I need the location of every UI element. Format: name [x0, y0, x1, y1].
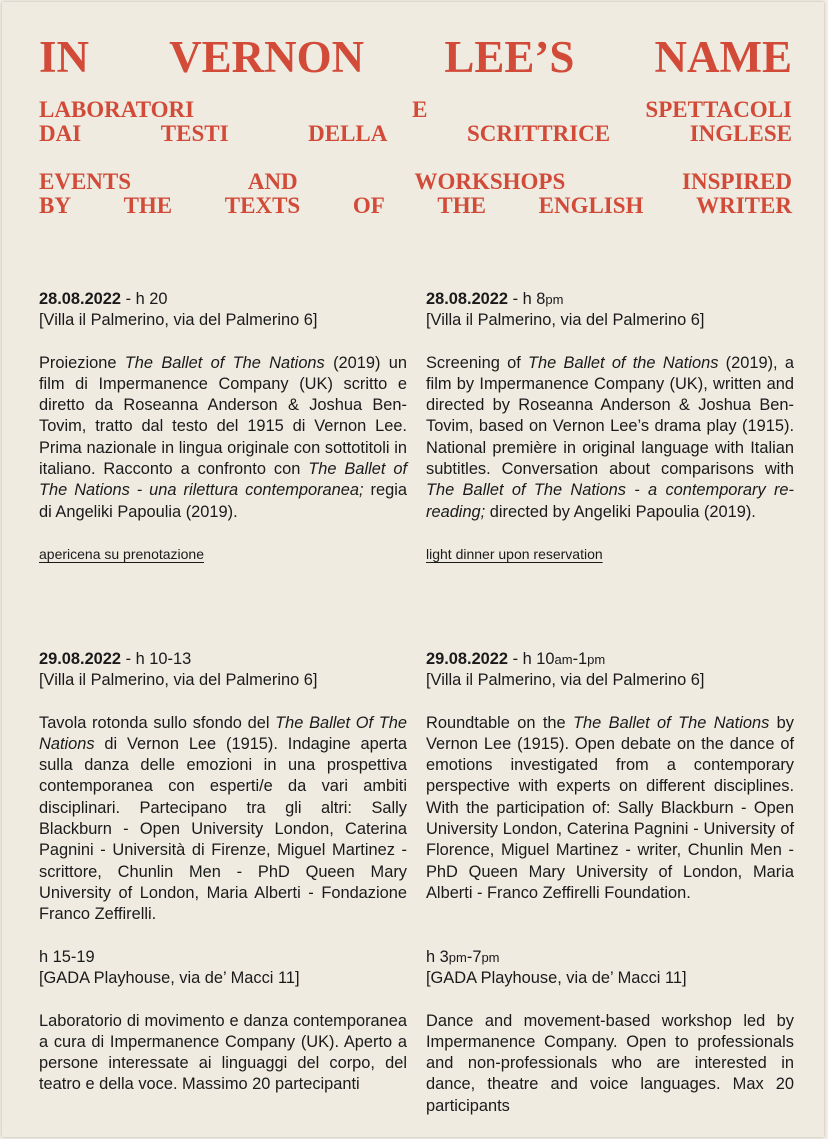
title-word: IN	[39, 32, 90, 82]
date: 29.08.2022	[426, 650, 509, 668]
subtitle-word: WORKSHOPS	[414, 169, 566, 194]
time: - h 20	[121, 290, 168, 308]
subtitle-word: ENGLISH	[538, 193, 644, 218]
time: - h 10-13	[121, 650, 192, 668]
title-word: VERNON	[169, 32, 365, 82]
italic-title: The Ballet of The Nations - a contemporary re-reading;	[426, 481, 794, 521]
text: by Vernon Lee (1915). Open debate on the dance of emotions investigated from a contemporary perspective with experts on different disciplines. With the participation of: Sally Blackburn - Open University London, Caterina Pagnini - University of Florence, Miguel Martinez - writer, Chunlin Men - PhD Queen Mary University of London, Maria Alberti - Franco Zeffirelli Foundation.	[426, 713, 794, 902]
time: pm	[481, 950, 500, 965]
time: - h	[508, 290, 537, 308]
event-description	[39, 713, 407, 926]
venue: [GADA Playhouse, via de’ Macci 11]	[39, 969, 300, 988]
subtitle-word: TESTI	[160, 121, 229, 146]
reservation-note: apericena su prenotazione	[39, 545, 205, 562]
date: 28.08.2022	[426, 290, 509, 308]
event-time: h 15-19	[39, 948, 95, 966]
time: pm	[545, 292, 564, 307]
subtitle-word: BY	[39, 193, 71, 218]
venue: [Villa il Palmerino, via del Palmerino 6]	[426, 311, 705, 330]
text: Tavola rotonda sullo sfondo del	[39, 713, 276, 732]
event2-italian	[39, 649, 407, 926]
subtitle-word: DELLA	[308, 121, 388, 146]
time: -7	[466, 948, 482, 966]
event3-english	[426, 947, 794, 1117]
subtitle-word: SCRITTRICE	[466, 121, 611, 146]
text: Roundtable on the	[426, 713, 574, 732]
time: h	[426, 948, 440, 966]
italic-title: The Ballet of The Nations	[124, 353, 325, 372]
event-date	[39, 649, 407, 670]
title-word: NAME	[654, 32, 792, 82]
document-page	[2, 2, 824, 1137]
subtitle-word: DAI	[39, 121, 82, 146]
venue: [Villa il Palmerino, via del Palmerino 6]	[39, 311, 318, 330]
event-description	[426, 353, 794, 523]
subtitle-word: LABORATORI	[39, 97, 195, 122]
time: - h	[508, 650, 537, 668]
time: pm	[448, 950, 467, 965]
text: directed by Angeliki Papoulia (2019).	[485, 502, 756, 521]
subtitle-word: E	[412, 97, 428, 122]
time: 8	[536, 290, 546, 308]
event-time	[426, 947, 794, 968]
time: pm	[587, 652, 606, 667]
event-date	[39, 289, 407, 310]
venue: [Villa il Palmerino, via del Palmerino 6]	[426, 671, 705, 690]
subtitle-it-line2	[39, 122, 792, 146]
title-word: LEE’S	[444, 32, 575, 82]
event-date	[426, 649, 794, 670]
event-description: Dance and movement-based workshop led by Impermanence Company. Open to professionals and non-professionals who are interested in dance, theatre and voice languages. Max 20 participants	[426, 1011, 794, 1115]
event-description	[39, 353, 407, 523]
subtitle-en-line2	[39, 194, 792, 218]
main-title	[39, 32, 792, 82]
reservation-note: light dinner upon reservation	[426, 545, 603, 562]
text: (2019) un film di Impermanence Company (UK) scritto e diretto da Roseanna Anderson & Joshua Ben-Tovim, tratto dal testo del 1915 di Vernon Lee. Prima nazionale in lingua originale con sottotitoli in italiano. Racconto a confronto con	[39, 353, 407, 479]
time: 3	[439, 948, 449, 966]
event3-italian	[39, 947, 407, 1096]
subtitle-word: SPETTACOLI	[645, 97, 792, 122]
subtitle-word: WRITER	[696, 193, 792, 218]
italic-title: The Ballet of The Nations - una rilettura contemporanea;	[39, 460, 407, 500]
italic-title: The Ballet of The Nations	[573, 713, 770, 732]
subtitle-word: INGLESE	[689, 121, 792, 146]
event1-english	[426, 289, 794, 565]
date: 29.08.2022	[39, 650, 122, 668]
subtitle-en-line1	[39, 170, 792, 194]
venue: [GADA Playhouse, via de’ Macci 11]	[426, 969, 687, 988]
event2-english	[426, 649, 794, 904]
subtitle-word: AND	[247, 169, 298, 194]
time: am	[554, 652, 573, 667]
event1-italian	[39, 289, 407, 565]
event-date	[426, 289, 794, 310]
event-description	[426, 713, 794, 905]
italic-title: The Ballet Of The Nations	[39, 713, 407, 753]
subtitle-word: OF	[352, 193, 385, 218]
time: 10	[536, 650, 555, 668]
text: Proiezione	[39, 353, 125, 372]
text: Screening of	[426, 353, 529, 372]
text: di Vernon Lee (1915). Indagine aperta sulla danza delle emozioni in una prospettiva contemporanea con esperti/e da vari ambiti disciplinari. Partecipano tra gli altri: Sally Blackburn - Open University London, Caterina Pagnini - Università di Firenze, Miguel Martinez - scrittore, Chunlin Men - PhD Queen Mary University of London, Maria Alberti - Fondazione Franco Zeffirelli.	[39, 734, 407, 924]
date: 28.08.2022	[39, 290, 122, 308]
subtitle-word: TEXTS	[224, 193, 301, 218]
subtitle-word: THE	[437, 193, 486, 218]
subtitle-word: EVENTS	[39, 169, 132, 194]
text: (2019), a film by Impermanence Company (UK), written and directed by Roseanna Anderson & Joshua Ben-Tovim, based on Vernon Lee’s drama play (1915). National première in original language with Italian subtitles. Conversation about comparisons with	[426, 353, 794, 479]
italic-title: The Ballet of the Nations	[528, 353, 719, 372]
text: regia di Angeliki Papoulia (2019).	[39, 481, 407, 521]
venue: [Villa il Palmerino, via del Palmerino 6]	[39, 671, 318, 690]
subtitle-it-line1	[39, 98, 792, 122]
subtitle-word: INSPIRED	[682, 169, 792, 194]
subtitle-word: THE	[123, 193, 173, 218]
time: -1	[572, 650, 588, 668]
event-description: Laboratorio di movimento e danza contemporanea a cura di Impermanence Company (UK). Aperto a persone interessate ai linguaggi del corpo, del teatro e della voce. Massimo 20 partecipanti	[39, 1011, 407, 1094]
